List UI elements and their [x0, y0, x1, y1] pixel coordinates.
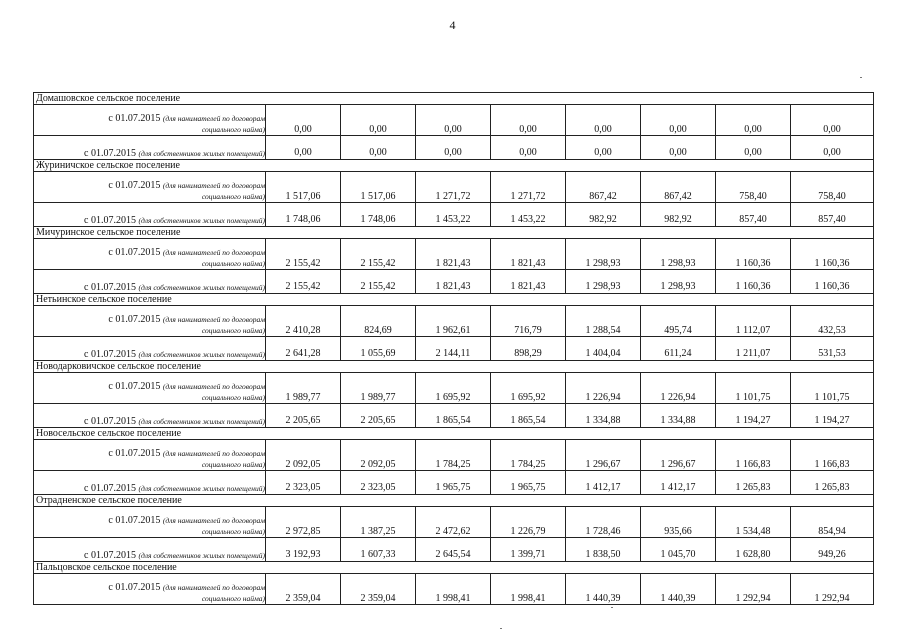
section-row	[34, 93, 874, 105]
value-cell: 1 453,22	[491, 203, 566, 227]
value-cell: 1 404,04	[566, 337, 641, 361]
value-cell: 0,00	[341, 136, 416, 160]
scan-speck	[611, 607, 613, 608]
owners-label-prefix: с 01.07.2015	[84, 215, 139, 226]
value-cell: 1 748,06	[266, 203, 341, 227]
value-cell: 1 288,54	[566, 306, 641, 337]
tenants-label-line1	[34, 381, 265, 392]
tenants-label-prefix: с 01.07.2015	[108, 314, 163, 325]
value-cell: 1 998,41	[416, 574, 491, 605]
section-name: Домашовское сельское поселение	[34, 93, 874, 105]
section-row	[34, 160, 874, 172]
value-cell: 1 962,61	[416, 306, 491, 337]
value-cell: 1 865,54	[491, 404, 566, 428]
value-cell: 1 112,07	[716, 306, 791, 337]
value-cell: 1 298,93	[566, 239, 641, 270]
value-cell: 1 695,92	[491, 373, 566, 404]
owners-row	[34, 337, 874, 361]
value-cell: 1 821,43	[416, 270, 491, 294]
tenants-row	[34, 373, 874, 404]
tenants-label-suffix: (для нанимателей по договорам	[162, 516, 265, 525]
value-cell: 1 296,67	[566, 440, 641, 471]
value-cell: 716,79	[491, 306, 566, 337]
tenants-label-prefix: с 01.07.2015	[108, 113, 163, 124]
value-cell: 758,40	[791, 172, 874, 203]
tenants-label	[34, 172, 266, 203]
owners-label	[34, 404, 266, 428]
value-cell: 854,94	[791, 507, 874, 538]
tenants-label-suffix: (для нанимателей по договорам	[162, 449, 265, 458]
tenants-row	[34, 239, 874, 270]
section-row	[34, 227, 874, 239]
owners-label	[34, 471, 266, 495]
owners-label-prefix: с 01.07.2015	[84, 349, 139, 360]
value-cell: 867,42	[641, 172, 716, 203]
tenants-label	[34, 105, 266, 136]
scan-speck	[500, 628, 502, 629]
value-cell: 1 160,36	[716, 239, 791, 270]
value-cell: 0,00	[266, 136, 341, 160]
owners-row	[34, 136, 874, 160]
value-cell: 0,00	[791, 136, 874, 160]
value-cell: 1 440,39	[566, 574, 641, 605]
value-cell: 1 298,93	[641, 270, 716, 294]
value-cell: 1 534,48	[716, 507, 791, 538]
value-cell: 2 155,42	[341, 270, 416, 294]
value-cell: 0,00	[416, 136, 491, 160]
owners-label	[34, 203, 266, 227]
value-cell: 1 265,83	[791, 471, 874, 495]
value-cell: 1 334,88	[641, 404, 716, 428]
owners-label-suffix: (для собственников жилых помещений)	[138, 216, 265, 225]
value-cell: 0,00	[791, 105, 874, 136]
value-cell: 1 821,43	[416, 239, 491, 270]
value-cell: 2 155,42	[341, 239, 416, 270]
value-cell: 1 265,83	[716, 471, 791, 495]
value-cell: 2 972,85	[266, 507, 341, 538]
section-name: Отрадненское сельское поселение	[34, 495, 874, 507]
owners-row	[34, 404, 874, 428]
value-cell: 758,40	[716, 172, 791, 203]
value-cell: 1 160,36	[791, 239, 874, 270]
value-cell: 1 989,77	[341, 373, 416, 404]
section-name: Журиничское сельское поселение	[34, 160, 874, 172]
value-cell: 1 194,27	[791, 404, 874, 428]
page-number: 4	[449, 18, 456, 32]
value-cell: 1 296,67	[641, 440, 716, 471]
owners-label-suffix: (для собственников жилых помещений)	[138, 484, 265, 493]
value-cell: 1 387,25	[341, 507, 416, 538]
tenants-label-line2: социального найма)	[201, 460, 265, 469]
value-cell: 1 989,77	[266, 373, 341, 404]
value-cell: 1 399,71	[491, 538, 566, 562]
value-cell: 1 821,43	[491, 270, 566, 294]
section-name: Нетьинское сельское поселение	[34, 294, 874, 306]
value-cell: 0,00	[416, 105, 491, 136]
value-cell: 857,40	[716, 203, 791, 227]
value-cell: 1 292,94	[791, 574, 874, 605]
section-row	[34, 562, 874, 574]
value-cell: 1 101,75	[791, 373, 874, 404]
owners-label-prefix: с 01.07.2015	[84, 416, 139, 427]
value-cell: 1 298,93	[641, 239, 716, 270]
tenants-label-prefix: с 01.07.2015	[108, 247, 163, 258]
tenants-row	[34, 172, 874, 203]
value-cell: 2 323,05	[266, 471, 341, 495]
value-cell: 0,00	[491, 136, 566, 160]
value-cell: 432,53	[791, 306, 874, 337]
tenants-label-prefix: с 01.07.2015	[108, 381, 163, 392]
value-cell: 1 838,50	[566, 538, 641, 562]
tenants-label-line1	[34, 582, 265, 593]
value-cell: 1 998,41	[491, 574, 566, 605]
tenants-label-prefix: с 01.07.2015	[108, 180, 163, 191]
owners-label-prefix: с 01.07.2015	[84, 148, 139, 159]
tenants-label-line1	[34, 113, 265, 124]
value-cell: 1 695,92	[416, 373, 491, 404]
value-cell: 2 359,04	[341, 574, 416, 605]
value-cell: 1 453,22	[416, 203, 491, 227]
value-cell: 1 211,07	[716, 337, 791, 361]
value-cell: 1 055,69	[341, 337, 416, 361]
tenants-label-prefix: с 01.07.2015	[108, 582, 163, 593]
owners-label	[34, 337, 266, 361]
value-cell: 0,00	[641, 136, 716, 160]
tenants-label-prefix: с 01.07.2015	[108, 448, 163, 459]
tenants-label-line1	[34, 180, 265, 191]
value-cell: 611,24	[641, 337, 716, 361]
value-cell: 1 226,79	[491, 507, 566, 538]
tenants-label-prefix: с 01.07.2015	[108, 515, 163, 526]
value-cell: 1 965,75	[416, 471, 491, 495]
value-cell: 1 821,43	[491, 239, 566, 270]
value-cell: 0,00	[566, 136, 641, 160]
value-cell: 2 155,42	[266, 239, 341, 270]
value-cell: 0,00	[716, 136, 791, 160]
value-cell: 867,42	[566, 172, 641, 203]
tenants-row	[34, 574, 874, 605]
value-cell: 1 517,06	[341, 172, 416, 203]
section-name: Новодарковичское сельское поселение	[34, 361, 874, 373]
tenants-label-line1	[34, 515, 265, 526]
value-cell: 2 144,11	[416, 337, 491, 361]
value-cell: 2 641,28	[266, 337, 341, 361]
value-cell: 1 166,83	[791, 440, 874, 471]
value-cell: 1 784,25	[416, 440, 491, 471]
section-row	[34, 495, 874, 507]
value-cell: 824,69	[341, 306, 416, 337]
section-name: Новосельское сельское поселение	[34, 428, 874, 440]
value-cell: 1 160,36	[716, 270, 791, 294]
value-cell: 2 092,05	[341, 440, 416, 471]
value-cell: 3 192,93	[266, 538, 341, 562]
tenants-label-line1	[34, 448, 265, 459]
tenants-label-line2: социального найма)	[201, 393, 265, 402]
value-cell: 2 472,62	[416, 507, 491, 538]
value-cell: 1 226,94	[641, 373, 716, 404]
tenants-label-suffix: (для нанимателей по договорам	[162, 114, 265, 123]
value-cell: 1 607,33	[341, 538, 416, 562]
value-cell: 2 155,42	[266, 270, 341, 294]
value-cell: 0,00	[491, 105, 566, 136]
scan-speck	[860, 77, 862, 78]
tenants-label-line2: социального найма)	[201, 259, 265, 268]
section-row	[34, 428, 874, 440]
value-cell: 2 359,04	[266, 574, 341, 605]
section-name: Пальцовское сельское поселение	[34, 562, 874, 574]
value-cell: 949,26	[791, 538, 874, 562]
section-name: Мичуринское сельское поселение	[34, 227, 874, 239]
tenants-label-line2: социального найма)	[201, 326, 265, 335]
tenants-row	[34, 105, 874, 136]
tenants-row	[34, 507, 874, 538]
value-cell: 0,00	[566, 105, 641, 136]
owners-row	[34, 538, 874, 562]
owners-label-suffix: (для собственников жилых помещений)	[138, 149, 265, 158]
tenants-label-suffix: (для нанимателей по договорам	[162, 315, 265, 324]
section-row	[34, 294, 874, 306]
owners-row	[34, 203, 874, 227]
value-cell: 1 628,80	[716, 538, 791, 562]
value-cell: 2 205,65	[266, 404, 341, 428]
value-cell: 1 045,70	[641, 538, 716, 562]
value-cell: 1 517,06	[266, 172, 341, 203]
value-cell: 1 194,27	[716, 404, 791, 428]
tenants-label-line2: социального найма)	[201, 527, 265, 536]
value-cell: 2 645,54	[416, 538, 491, 562]
value-cell: 1 865,54	[416, 404, 491, 428]
value-cell: 935,66	[641, 507, 716, 538]
owners-label-suffix: (для собственников жилых помещений)	[138, 350, 265, 359]
value-cell: 495,74	[641, 306, 716, 337]
owners-label	[34, 270, 266, 294]
tenants-label-suffix: (для нанимателей по договорам	[162, 181, 265, 190]
value-cell: 1 412,17	[641, 471, 716, 495]
value-cell: 2 205,65	[341, 404, 416, 428]
tenants-label-line1	[34, 314, 265, 325]
owners-label	[34, 538, 266, 562]
value-cell: 2 323,05	[341, 471, 416, 495]
value-cell: 982,92	[641, 203, 716, 227]
tenants-label	[34, 306, 266, 337]
value-cell: 1 101,75	[716, 373, 791, 404]
value-cell: 1 271,72	[491, 172, 566, 203]
tenants-label	[34, 373, 266, 404]
section-row	[34, 361, 874, 373]
owners-label-prefix: с 01.07.2015	[84, 550, 139, 561]
owners-label-suffix: (для собственников жилых помещений)	[138, 551, 265, 560]
owners-label-prefix: с 01.07.2015	[84, 282, 139, 293]
value-cell: 898,29	[491, 337, 566, 361]
tenants-label-line2: социального найма)	[201, 192, 265, 201]
value-cell: 1 440,39	[641, 574, 716, 605]
tenants-label-suffix: (для нанимателей по договорам	[162, 382, 265, 391]
value-cell: 0,00	[266, 105, 341, 136]
value-cell: 531,53	[791, 337, 874, 361]
value-cell: 1 412,17	[566, 471, 641, 495]
value-cell: 982,92	[566, 203, 641, 227]
value-cell: 1 728,46	[566, 507, 641, 538]
value-cell: 0,00	[341, 105, 416, 136]
tenants-row	[34, 440, 874, 471]
owners-label-suffix: (для собственников жилых помещений)	[138, 417, 265, 426]
tenants-label-line2: социального найма)	[201, 594, 265, 603]
value-cell: 1 292,94	[716, 574, 791, 605]
value-cell: 0,00	[641, 105, 716, 136]
value-cell: 1 748,06	[341, 203, 416, 227]
tenants-label	[34, 440, 266, 471]
value-cell: 1 965,75	[491, 471, 566, 495]
tenants-label	[34, 574, 266, 605]
tenants-label-suffix: (для нанимателей по договорам	[162, 248, 265, 257]
value-cell: 1 160,36	[791, 270, 874, 294]
owners-row	[34, 270, 874, 294]
value-cell: 0,00	[716, 105, 791, 136]
tariff-table	[33, 92, 874, 605]
value-cell: 1 166,83	[716, 440, 791, 471]
owners-label-prefix: с 01.07.2015	[84, 483, 139, 494]
owners-row	[34, 471, 874, 495]
tenants-label	[34, 507, 266, 538]
owners-label-suffix: (для собственников жилых помещений)	[138, 283, 265, 292]
value-cell: 1 226,94	[566, 373, 641, 404]
tenants-label	[34, 239, 266, 270]
value-cell: 1 334,88	[566, 404, 641, 428]
value-cell: 857,40	[791, 203, 874, 227]
value-cell: 2 092,05	[266, 440, 341, 471]
tenants-row	[34, 306, 874, 337]
value-cell: 1 271,72	[416, 172, 491, 203]
tenants-label-line1	[34, 247, 265, 258]
tenants-label-line2: социального найма)	[201, 125, 265, 134]
owners-label	[34, 136, 266, 160]
value-cell: 2 410,28	[266, 306, 341, 337]
value-cell: 1 784,25	[491, 440, 566, 471]
tenants-label-suffix: (для нанимателей по договорам	[162, 583, 265, 592]
value-cell: 1 298,93	[566, 270, 641, 294]
